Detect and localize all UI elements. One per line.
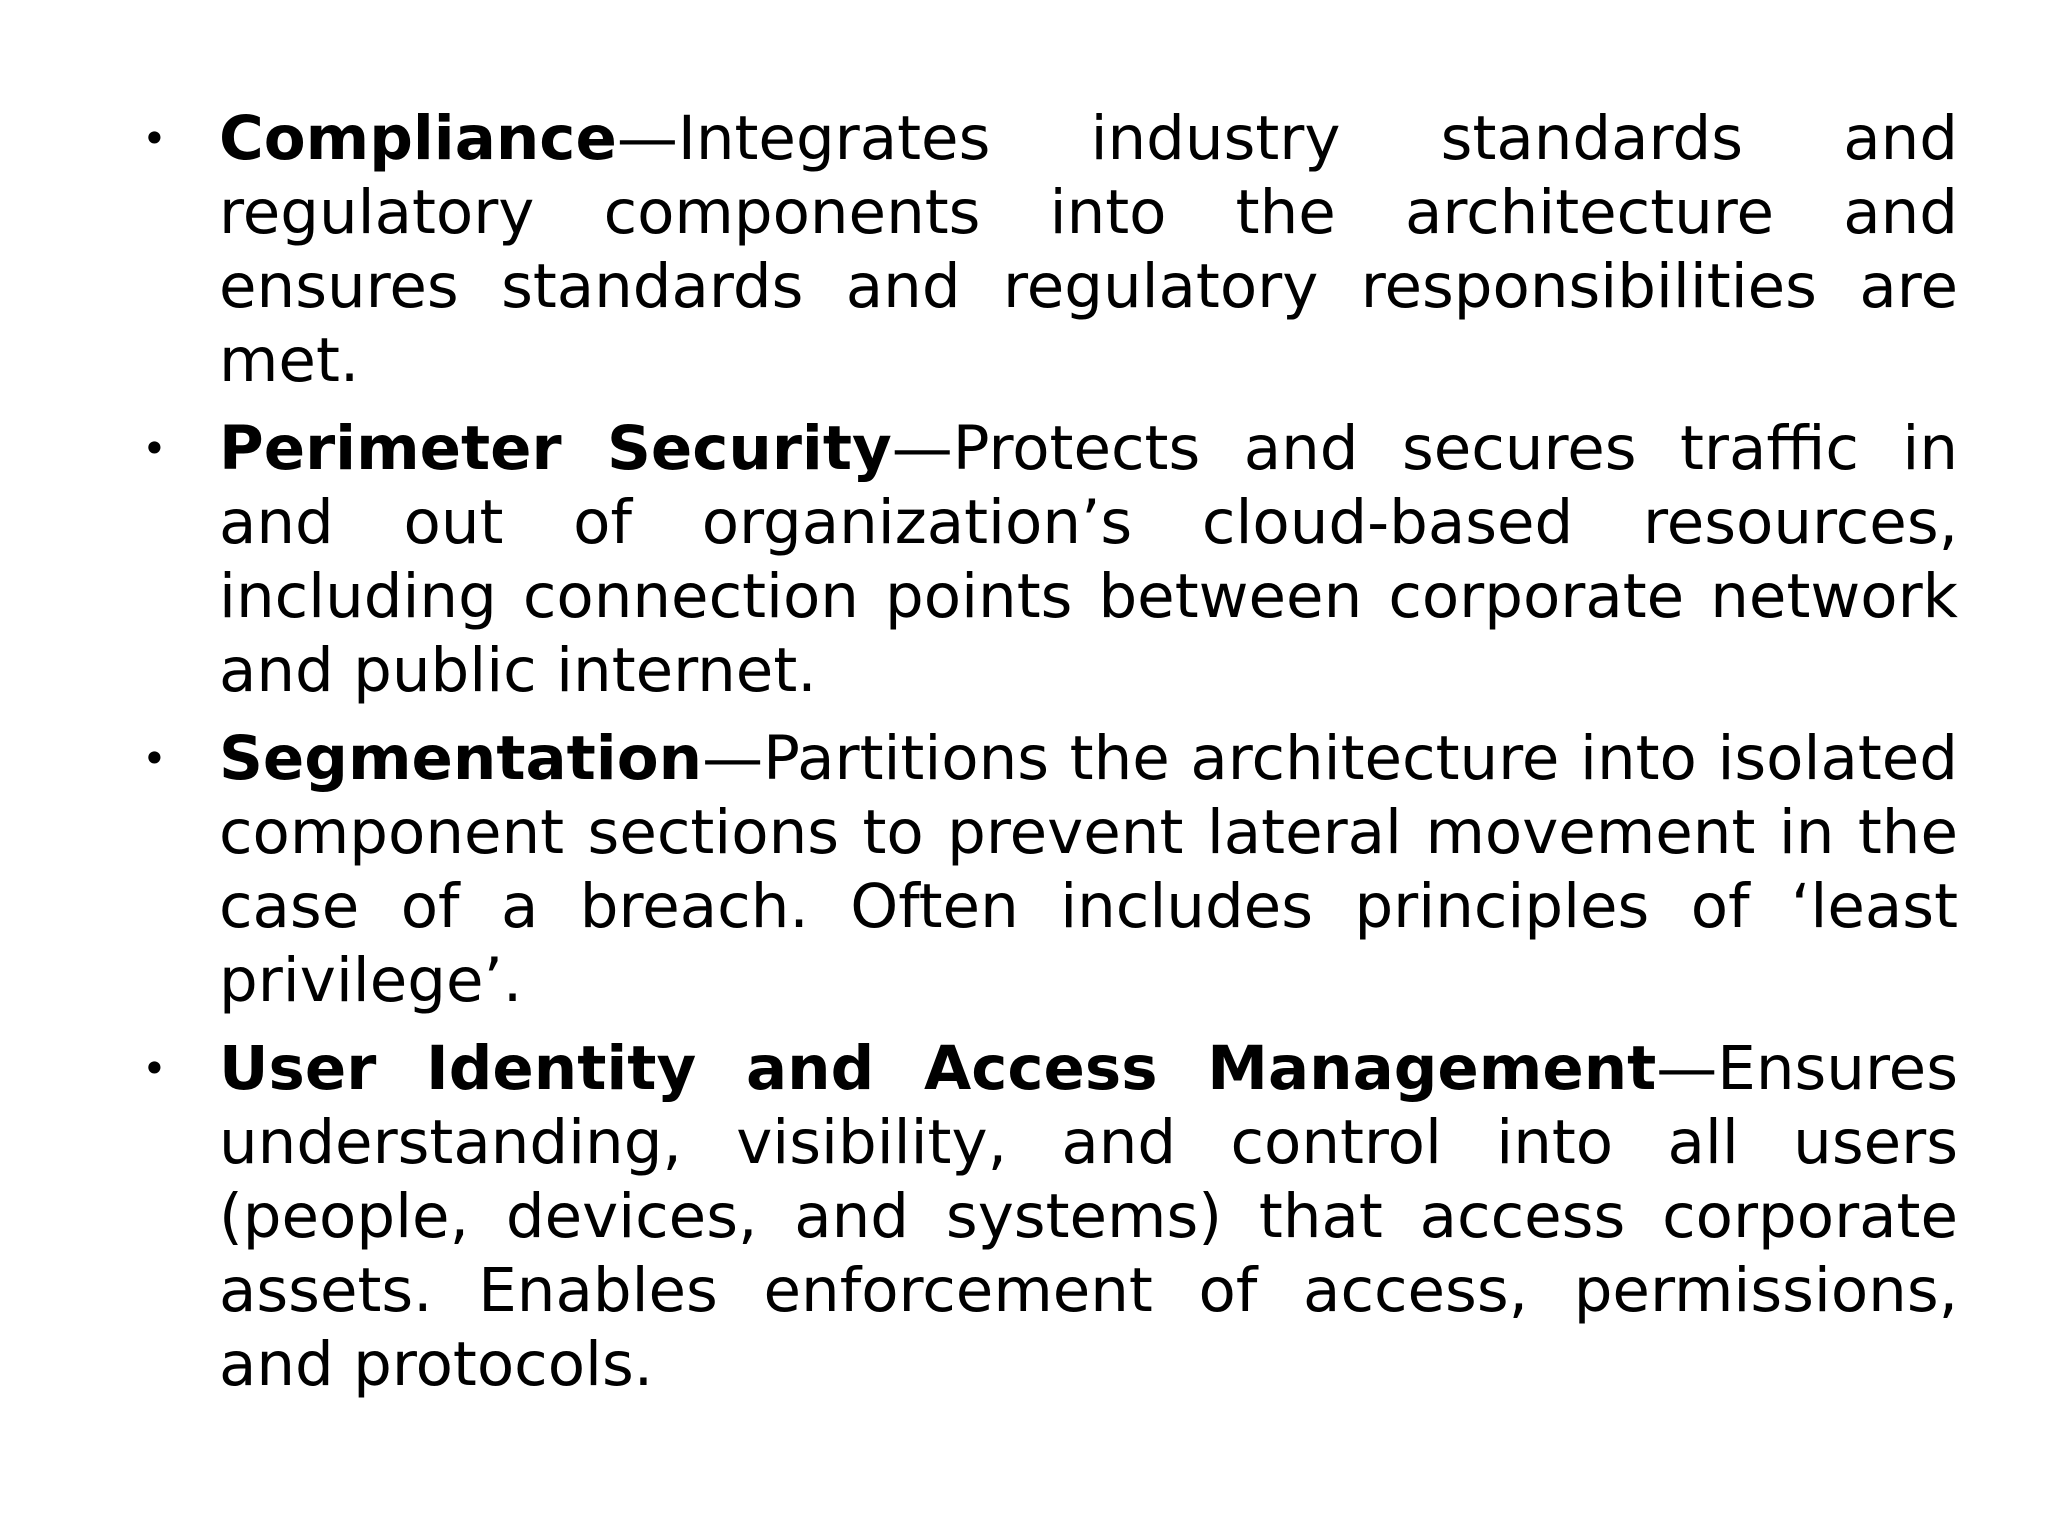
bullet-term: User Identity and Access Management bbox=[219, 1033, 1657, 1104]
bullet-term: Perimeter Security bbox=[219, 413, 892, 484]
bullet-marker: • bbox=[142, 424, 167, 473]
bullet-item-compliance bbox=[142, 102, 1958, 398]
bullet-item-user-identity bbox=[142, 1032, 1958, 1402]
bullet-marker: • bbox=[142, 734, 167, 783]
bullet-item-perimeter-security bbox=[142, 412, 1958, 708]
bullet-description: —Protects and secures traffic in and out of organization’s cloud-based resources, including connection points between corporate network and public internet. bbox=[219, 413, 1958, 706]
bullet-list bbox=[0, 102, 1958, 1402]
bullet-term: Compliance bbox=[219, 103, 617, 174]
bullet-item-segmentation bbox=[142, 722, 1958, 1018]
bullet-term: Segmentation bbox=[219, 723, 703, 794]
bullet-description: —Integrates industry standards and regulatory components into the architecture and ensures standards and regulatory responsibilities are met. bbox=[219, 103, 1958, 396]
bullet-description: —Ensures understanding, visibility, and control into all users (people, devices, and systems) that access corporate assets. Enables enforcement of access, permissions, and protocols. bbox=[219, 1033, 1958, 1400]
bullet-description: —Partitions the architecture into isolated component sections to prevent lateral movement in the case of a breach. Often includes principles of ‘least privilege’. bbox=[219, 723, 1958, 1016]
bullet-marker: • bbox=[142, 114, 167, 163]
bullet-marker: • bbox=[142, 1044, 167, 1093]
